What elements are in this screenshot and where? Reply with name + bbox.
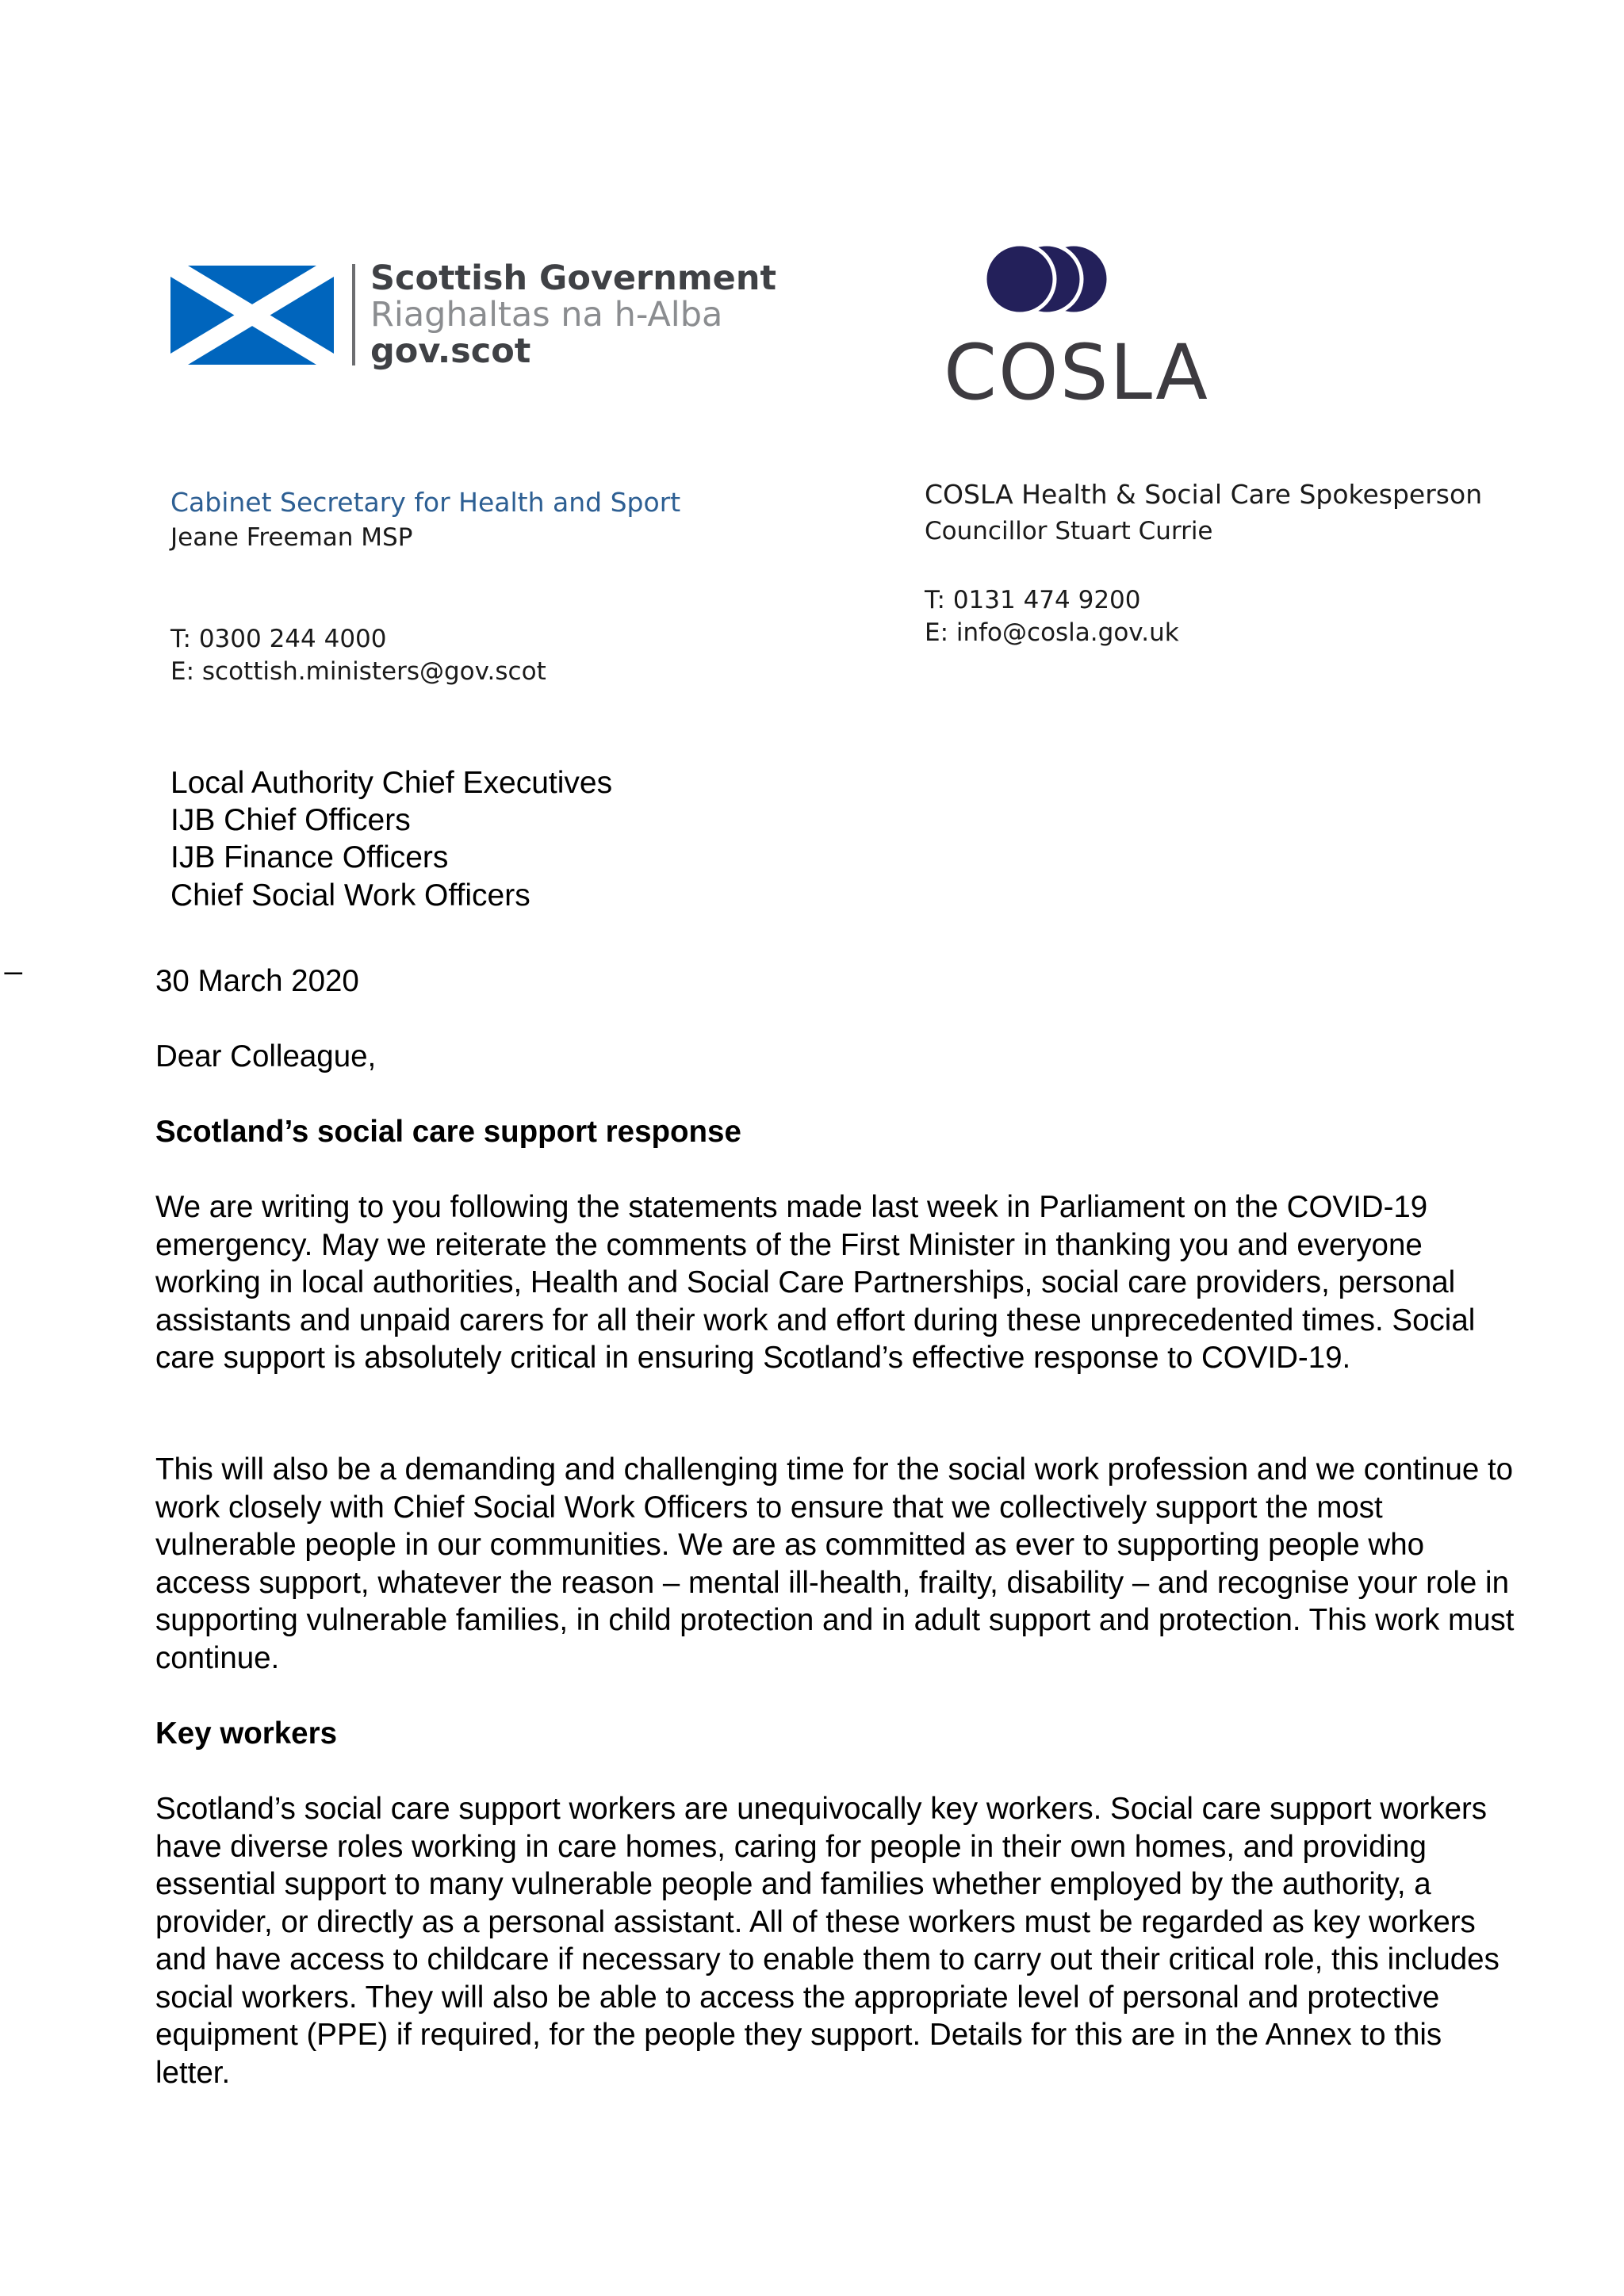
scottish-government-logo bbox=[170, 258, 777, 377]
addressee-line: IJB Chief Officers bbox=[170, 803, 411, 837]
saltire-flag-icon bbox=[170, 266, 334, 365]
sg-sender-telephone: T: 0300 244 4000 bbox=[170, 625, 387, 653]
margin-mark: _ bbox=[5, 941, 22, 975]
sg-logo-line-3: gov.scot bbox=[370, 331, 531, 371]
section-heading-key-workers: Key workers bbox=[155, 1716, 337, 1751]
sg-sender-title: Cabinet Secretary for Health and Sport bbox=[170, 487, 681, 518]
paragraph: We are writing to you following the statements made last week in Parliament on the COVID-19 emergency. May we reiterate the comments of the First Minister in thanking you and everyone working in local authorities, Health and Social Care Partnerships, social care providers, personal assistants and unpaid carers for all their work and effort during these unprecedented times. Social care support is absolutely critical in ensuring Scotland’s effective response to COVID-19. bbox=[155, 1190, 1476, 1375]
cosla-wordmark: COSLA bbox=[944, 328, 1209, 417]
salutation: Dear Colleague, bbox=[155, 1039, 377, 1073]
addressee-line: Chief Social Work Officers bbox=[170, 878, 530, 913]
sg-logo-line-1: Scottish Government bbox=[370, 258, 777, 298]
sg-sender-email: E: scottish.ministers@gov.scot bbox=[170, 657, 546, 686]
logo-divider bbox=[352, 264, 355, 365]
cosla-sender-telephone: T: 0131 474 9200 bbox=[925, 586, 1141, 614]
cosla-sender-email: E: info@cosla.gov.uk bbox=[925, 618, 1179, 647]
paragraph: This will also be a demanding and challenging time for the social work profession and we continue to work closely with Chief Social Work Officers to ensure that we collectively support the most vulnerable people in our communities. We are as committed as ever to supporting people who access support, whatever the reason – mental ill-health, frailty, disability – and recognise your role in supporting vulnerable families, in child protection and in adult support and protection. This work must continue. bbox=[155, 1452, 1515, 1675]
sg-sender-name: Jeane Freeman MSP bbox=[170, 523, 413, 552]
cosla-sender-name: Councillor Stuart Currie bbox=[925, 517, 1213, 545]
cosla-circles-icon bbox=[983, 242, 1110, 317]
letter-subject: Scotland’s social care support response bbox=[155, 1115, 741, 1149]
cosla-sender-title: COSLA Health & Social Care Spokesperson bbox=[925, 479, 1483, 510]
addressee-line: IJB Finance Officers bbox=[170, 840, 449, 874]
addressee-line: Local Authority Chief Executives bbox=[170, 766, 613, 800]
sg-logo-line-2: Riaghaltas na h-Alba bbox=[370, 295, 723, 335]
letter-date: 30 March 2020 bbox=[155, 964, 359, 998]
cosla-logo bbox=[936, 242, 1209, 424]
paragraph-key-workers: Scotland’s social care support workers are unequivocally key workers. Social care support workers have diverse roles working in care homes, caring for people in their own homes, and providing essential support to many vulnerable people and families whether employed by the authority, a provider, or directly as a personal assistant. All of these workers must be regarded as key workers and have access to childcare if necessary to enable them to carry out their critical role, this includes social workers. They will also be able to access the appropriate level of personal and protective equipment (PPE) if required, for the people they support. Details for this are in the Annex to this letter. bbox=[155, 1792, 1500, 2090]
